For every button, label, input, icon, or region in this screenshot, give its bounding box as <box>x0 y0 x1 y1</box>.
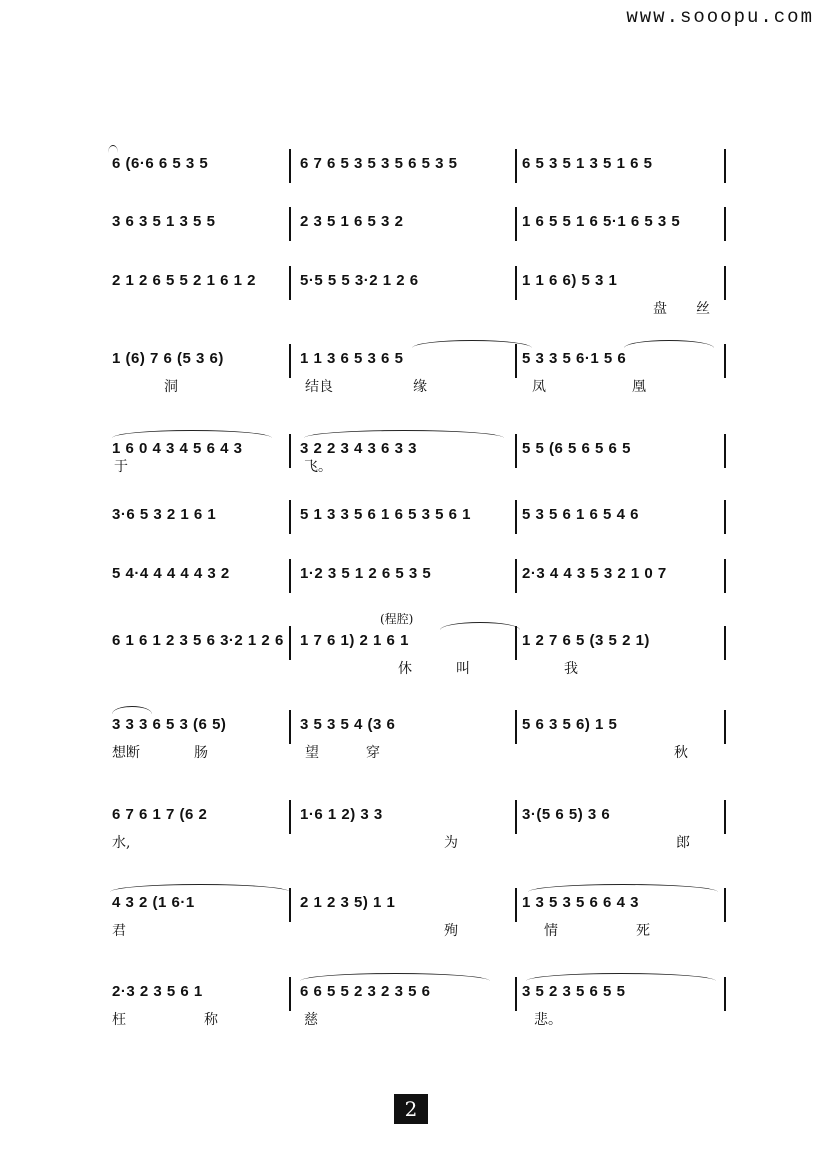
measure: 3 5 2 3 5 6 5 5 <box>522 983 626 1000</box>
lyric: 于 <box>114 459 128 475</box>
bar-line <box>515 977 517 1011</box>
lyric: 凤 <box>532 379 546 395</box>
measure: 1·6 1 2) 3 3 <box>300 806 383 823</box>
slur <box>526 973 716 981</box>
bar-line <box>515 149 517 183</box>
slur <box>110 884 290 892</box>
slur <box>412 340 532 348</box>
measure: 6 7 6 1 7 (6 2 <box>112 806 208 823</box>
measure: 5 6 3 5 6) 1 5 <box>522 716 618 733</box>
cheng-qiang-annotation: (程腔) <box>380 612 414 626</box>
lyric: 秋 <box>674 745 688 761</box>
score-system <box>108 894 728 954</box>
measure: 5·5 5 5 3·2 1 2 6 <box>300 272 419 289</box>
slur <box>304 430 504 438</box>
slur <box>108 145 118 153</box>
lyric: 穿 <box>366 745 380 761</box>
lyric: 慈 <box>304 1012 318 1028</box>
measure: 2·3 2 3 5 6 1 <box>112 983 203 1000</box>
bar-line <box>515 559 517 593</box>
score-system <box>108 272 728 332</box>
bar-line <box>724 977 726 1011</box>
measure: 6 7 6 5 3 5 3 5 6 5 3 5 <box>300 155 458 172</box>
measure: 1 6 0 4 3 4 5 6 4 3 <box>112 440 243 457</box>
measure: 1 1 3 6 5 3 6 5 <box>300 350 404 367</box>
lyric: 称 <box>204 1012 218 1028</box>
measure: 3 5 3 5 4 (3 6 <box>300 716 396 733</box>
lyrics-line <box>108 832 728 854</box>
score-system <box>108 506 728 566</box>
lyric: 死 <box>636 923 650 939</box>
page-number: 2 <box>394 1094 428 1124</box>
bar-line <box>289 626 291 660</box>
lyric: 望 <box>305 745 319 761</box>
lyric: 想断 <box>112 745 140 761</box>
lyric: 君 <box>112 923 126 939</box>
measure: 3 3 3 6 5 3 (6 5) <box>112 716 227 733</box>
measure: 1 7 6 1) 2 1 6 1 <box>300 632 409 649</box>
measure: 1·2 3 5 1 2 6 5 3 5 <box>300 565 432 582</box>
lyric: 缘 <box>413 379 427 395</box>
measure: 5 1 3 3 5 6 1 6 5 3 5 6 1 <box>300 506 471 523</box>
lyric: 肠 <box>194 745 208 761</box>
bar-line <box>515 500 517 534</box>
score-system <box>108 565 728 625</box>
lyric: 我 <box>564 661 578 677</box>
bar-line <box>724 800 726 834</box>
slur <box>300 973 490 981</box>
measure: 6 6 5 5 2 3 2 3 5 6 <box>300 983 431 1000</box>
bar-line <box>289 500 291 534</box>
measure: 1 2 7 6 5 (3 5 2 1) <box>522 632 650 649</box>
measure: 3 6 3 5 1 3 5 5 <box>112 213 216 230</box>
bar-line <box>289 710 291 744</box>
bar-line <box>515 800 517 834</box>
lyric: 结良 <box>305 379 333 395</box>
score-system <box>108 440 728 500</box>
lyric: 殉 <box>444 923 458 939</box>
bar-line <box>289 149 291 183</box>
bar-line <box>515 266 517 300</box>
measure: 2 1 2 3 5) 1 1 <box>300 894 396 911</box>
bar-line <box>724 559 726 593</box>
measure: 5 3 5 6 1 6 5 4 6 <box>522 506 639 523</box>
measure: 6 5 3 5 1 3 5 1 6 5 <box>522 155 653 172</box>
bar-line <box>289 888 291 922</box>
bar-line <box>289 266 291 300</box>
score-system <box>108 983 728 1043</box>
measure: 3·6 5 3 2 1 6 1 <box>112 506 217 523</box>
lyrics-line <box>108 456 728 478</box>
bar-line <box>289 977 291 1011</box>
lyric: 休 <box>398 661 412 677</box>
lyric: 叫 <box>456 661 470 677</box>
lyric: 盘 <box>653 301 667 317</box>
bar-line <box>724 149 726 183</box>
lyrics-line <box>108 1009 728 1031</box>
lyrics-line <box>108 920 728 942</box>
site-url: www.sooopu.com <box>626 6 814 28</box>
slur <box>112 706 152 714</box>
lyric: 郎 <box>676 835 690 851</box>
measure: 3·(5 6 5) 3 6 <box>522 806 611 823</box>
slur <box>624 340 714 348</box>
bar-line <box>289 207 291 241</box>
bar-line <box>724 888 726 922</box>
bar-line <box>289 800 291 834</box>
measure: 1 (6) 7 6 (5 3 6) <box>112 350 224 367</box>
measure: 4 3 2 (1 6·1 <box>112 894 195 911</box>
measure: 1 6 5 5 1 6 5·1 6 5 3 5 <box>522 213 681 230</box>
score-system <box>108 213 728 273</box>
measure: 5 3 3 5 6·1 5 6 <box>522 350 627 367</box>
bar-line <box>515 888 517 922</box>
score-system <box>108 350 728 410</box>
score-system <box>108 806 728 866</box>
bar-line <box>724 500 726 534</box>
lyric: 凰 <box>632 379 646 395</box>
lyrics-line <box>108 742 728 764</box>
lyrics-line <box>108 658 728 680</box>
lyric: 枉 <box>112 1012 126 1028</box>
measure: 2 1 2 6 5 5 2 1 6 1 2 <box>112 272 256 289</box>
bar-line <box>724 344 726 378</box>
score-system <box>108 155 728 215</box>
lyric: 水, <box>112 835 131 851</box>
measure: 6 (6·6 6 5 3 5 <box>112 155 209 172</box>
bar-line <box>724 266 726 300</box>
bar-line <box>515 710 517 744</box>
lyrics-line <box>108 376 728 398</box>
lyric: 飞。 <box>304 459 332 475</box>
bar-line <box>515 626 517 660</box>
score-system <box>108 716 728 776</box>
measure: 2 3 5 1 6 5 3 2 <box>300 213 404 230</box>
measure: 1 1 6 6) 5 3 1 <box>522 272 618 289</box>
lyric: 丝 <box>696 301 710 317</box>
score-system <box>108 632 728 692</box>
bar-line <box>724 710 726 744</box>
bar-line <box>289 559 291 593</box>
slur <box>112 430 272 438</box>
bar-line <box>289 344 291 378</box>
bar-line <box>515 344 517 378</box>
bar-line <box>724 207 726 241</box>
lyric: 洞 <box>164 379 178 395</box>
measure: 6 1 6 1 2 3 5 6 3·2 1 2 6 <box>112 632 284 649</box>
lyric: 为 <box>444 835 458 851</box>
measure: 2·3 4 4 3 5 3 2 1 0 7 <box>522 565 667 582</box>
bar-line <box>724 626 726 660</box>
bar-line <box>515 207 517 241</box>
slur <box>528 884 718 892</box>
lyric: 悲。 <box>534 1012 562 1028</box>
measure: 5 4·4 4 4 4 4 3 2 <box>112 565 230 582</box>
lyric: 情 <box>544 923 558 939</box>
measure: 3 2 2 3 4 3 6 3 3 <box>300 440 417 457</box>
lyrics-line <box>108 298 728 320</box>
measure: 1 3 5 3 5 6 6 4 3 <box>522 894 639 911</box>
measure: 5 5 (6 5 6 5 6 5 <box>522 440 631 457</box>
